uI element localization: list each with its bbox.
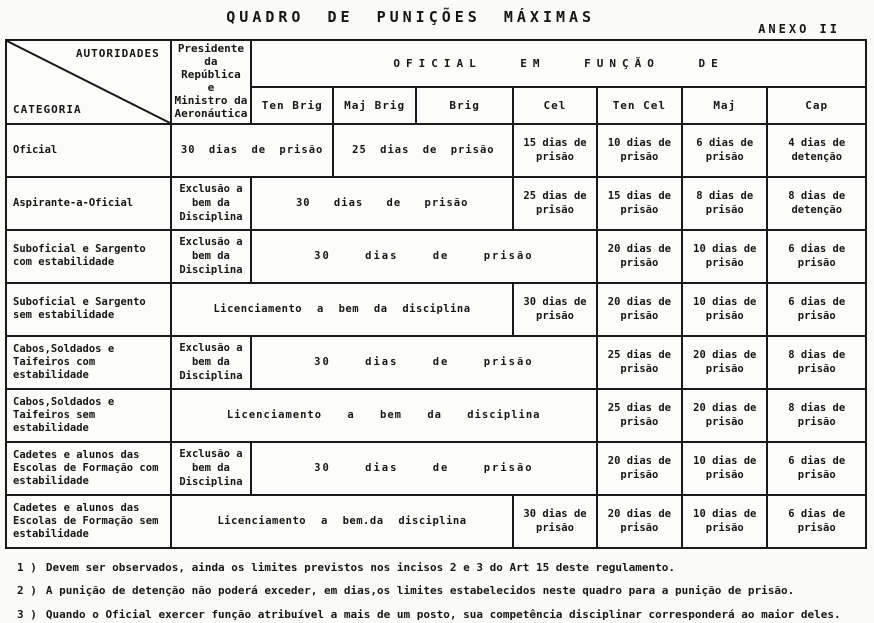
punishment-cell: Licenciamento a bem.da disciplina [171,495,514,548]
punishment-cell: 30 dias de prisão [513,283,596,336]
category-cell: Cabos,Soldados e Taifeiros sem estabilidade [6,389,171,442]
page-title: QUADRO DE PUNIÇÕES MÁXIMAS [226,8,596,26]
punishment-cell: 6 dias de prisão [767,283,866,336]
authority-column-header [171,40,251,124]
authority-line: República [181,67,241,81]
category-cell: Suboficial e Sargento sem estabilidade [6,283,171,336]
authority-line: e [207,80,215,94]
authority-line: Aeronáutica [174,106,248,120]
category-cell: Cadetes e alunos das Escolas de Formação com estabilidade [6,442,171,495]
punishment-cell: 15 dias de prisão [597,177,682,230]
punishment-cell: Exclusão a bem da Disciplina [171,177,251,230]
punishment-cell: 25 dias de prisão [513,177,596,230]
punishment-cell: 20 dias de prisão [682,336,767,389]
footnote-text: Quando o Oficial exercer função atribuível a mais de um posto, sua competência disciplinar corresponderá ao maior deles. [45,607,841,621]
footnote-text: A punição de detenção não poderá exceder, em dias,os limites estabelecidos neste quadro para a punição de prisão. [45,584,795,598]
punishment-cell: 10 dias de prisão [682,283,767,336]
group-header-oficial-em-funcao-de: OFICIAL EM FUNÇÃO DE [251,40,866,87]
punishment-cell: 30 dias de prisão [251,336,597,389]
punishment-cell: 6 dias de prisão [767,495,866,548]
table-row-suboficial-sem-estabilidade [6,283,866,336]
punishment-cell: 8 dias de prisão [682,177,767,230]
punishment-cell: Licenciamento a bem da disciplina [171,389,597,442]
rank-header-maj-brig: Maj Brig [333,87,415,124]
footnote-text: Devem ser observados, ainda os limites previstos nos incisos 2 e 3 do Art 15 deste regulamento. [45,560,676,574]
rank-header-brig: Brig [416,87,513,124]
corner-label-autoridades: AUTORIDADES [75,47,160,60]
footnote-2 [17,583,861,600]
punishment-cell: 6 dias de prisão [767,230,866,283]
punishment-cell: 6 dias de prisão [682,124,767,177]
table-row-suboficial-com-estabilidade [6,230,866,283]
table-row-cabos-com-estabilidade [6,336,866,389]
category-cell: Cadetes e alunos das Escolas de Formação sem estabilidade [6,495,171,548]
rank-header-ten-cel: Ten Cel [597,87,682,124]
punishment-cell: 6 dias de prisão [767,442,866,495]
category-cell: Oficial [6,124,171,177]
rank-header-cel: Cel [513,87,596,124]
footnote-number: 1 ) [17,560,37,574]
authority-line: Ministro da [174,93,248,107]
punishment-cell: 4 dias de detenção [767,124,866,177]
punishment-cell: 25 dias de prisão [333,124,513,177]
footnote-number: 2 ) [17,584,37,598]
corner-header-cell [6,40,171,124]
footnote-number: 3 ) [17,607,37,621]
punishment-cell: 30 dias de prisão [251,442,597,495]
footnote-1 [17,560,861,577]
punishment-cell: 10 dias de prisão [682,442,767,495]
punishment-cell: 30 dias de prisão [171,124,334,177]
footnotes [5,560,861,623]
punishment-cell: 15 dias de prisão [513,124,596,177]
table-row-cadetes-sem-estabilidade [6,495,866,548]
rank-header-cap: Cap [767,87,866,124]
punishment-cell: 30 dias de prisão [251,230,597,283]
punishment-cell: 20 dias de prisão [597,442,682,495]
rank-header-maj: Maj [682,87,767,124]
punishment-cell: 8 dias de detenção [767,177,866,230]
corner-label-categoria: CATEGORIA [13,102,82,116]
punishments-table [5,39,867,549]
punishment-cell: 10 dias de prisão [682,495,767,548]
footnote-3 [17,607,861,623]
punishment-cell: 20 dias de prisão [597,283,682,336]
punishment-cell: 20 dias de prisão [682,389,767,442]
table-row-aspirante [6,177,866,230]
punishment-cell: 8 dias de prisão [767,389,866,442]
rank-header-ten-brig: Ten Brig [251,87,333,124]
authority-line: Presidente da [177,42,245,68]
table-row-cabos-sem-estabilidade [6,389,866,442]
punishment-cell: Licenciamento a bem da disciplina [171,283,514,336]
table-row-cadetes-com-estabilidade [6,442,866,495]
punishment-cell: 20 dias de prisão [597,230,682,283]
annex-label: ANEXO II [758,22,840,36]
punishment-cell: 30 dias de prisão [513,495,596,548]
title-bar [5,5,868,39]
punishment-cell: 10 dias de prisão [682,230,767,283]
punishment-cell: Exclusão a bem da Disciplina [171,442,251,495]
punishment-cell: 8 dias de prisão [767,336,866,389]
punishment-cell: Exclusão a bem da Disciplina [171,230,251,283]
punishment-cell: Exclusão a bem da Disciplina [171,336,251,389]
punishment-cell: 25 dias de prisão [597,389,682,442]
category-cell: Suboficial e Sargento com estabilidade [6,230,171,283]
punishment-cell: 20 dias de prisão [597,495,682,548]
punishment-cell: 30 dias de prisão [251,177,513,230]
punishment-cell: 25 dias de prisão [597,336,682,389]
category-cell: Cabos,Soldados e Taifeiros com estabilidade [6,336,171,389]
table-row-oficial [6,124,866,177]
category-cell: Aspirante-a-Oficial [6,177,171,230]
punishment-cell: 10 dias de prisão [597,124,682,177]
